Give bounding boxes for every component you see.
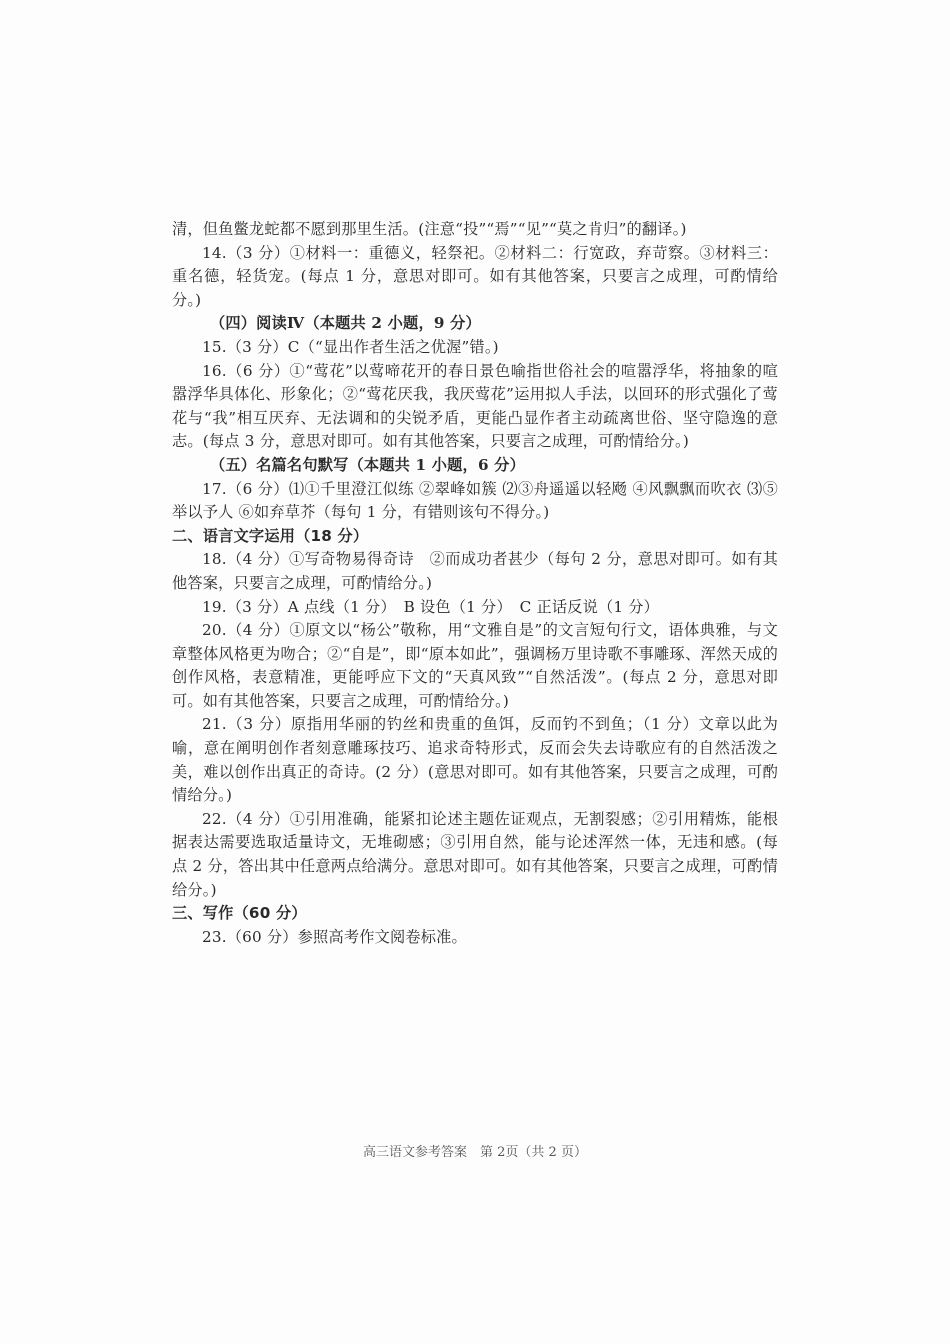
line-continuation: 清，但鱼鳖龙蛇都不愿到那里生活。(注意“投”“焉”“见”“莫之肯归”的翻译。) [172,220,687,238]
answer-14: 14.（3 分）①材料一：重德义，轻祭祀。②材料二：行宽政，弃苛察。③材料三：重名德，轻货宠。(每点 1 分，意思对即可。如有其他答案，只要言之成理，可酌情给分。) [172,243,778,309]
answer-23: 23.（60 分）参照高考作文阅卷标准。 [202,927,467,946]
answer-19: 19.（3 分）A 点线（1 分） B 设色（1 分） C 正话反说（1 分） [202,597,660,616]
section-heading-dictation: （五）名篇名句默写（本题共 1 小题，6 分） [210,455,525,474]
section-heading-writing: 三、写作（60 分） [172,904,307,923]
answer-key-body [172,218,778,949]
section-heading-reading-4: （四）阅读Ⅳ（本题共 2 小题，9 分） [210,314,481,333]
answer-22: 22.（4 分）①引用准确，能紧扣论述主题佐证观点，无割裂感；②引用精炼，能根据表达需要选取适量诗文，无堆砌感；③引用自然，能与论述浑然一体，无违和感。(每点 2 分，答出其中任意两点给满分。意思对即可。如有其他答案，只要言之成理，可酌情给分。) [172,809,778,899]
answer-21: 21.（3 分）原指用华丽的钓丝和贵重的鱼饵，反而钓不到鱼；（1 分）文章以此为喻，意在阐明创作者刻意雕琢技巧、追求奇特形式，反而会失去诗歌应有的自然活泼之美，难以创作出真正的奇诗。(2 分）(意思对即可。如有其他答案，只要言之成理，可酌情给分。) [172,715,778,805]
answer-16: 16.（6 分）①“莺花”以莺啼花开的春日景色喻指世俗社会的喧嚣浮华，将抽象的喧嚣浮华具体化、形象化；②“莺花厌我，我厌莺花”运用拟人手法，以回环的形式强化了莺花与“我”相互厌弃、无法调和的尖锐矛盾，更能凸显作者主动疏离世俗、坚守隐逸的意志。(每点 3 分，意思对即可。如有其他答案，只要言之成理，可酌情给分。) [172,361,778,451]
answer-17: 17.（6 分）⑴①千里澄江似练 ②翠峰如簇 ⑵③舟遥遥以轻飏 ④风飘飘而吹衣 ⑶⑤举以予人 ⑥如弃草芥（每句 1 分，有错则该句不得分。) [172,479,778,522]
page-footer: 高三语文参考答案 第 2页（共 2 页） [363,1145,587,1160]
answer-20: 20.（4 分）①原文以“杨公”敬称，用“文雅自是”的文言短句行文，语体典雅，与文章整体风格更为吻合；②“自是”，即“原本如此”，强调杨万里诗歌不事雕琢、浑然天成的创作风格，表意精准，更能呼应下文的“天真风致”“自然活泼”。(每点 2 分，意思对即可。如有其他答案，只要言之成理，可酌情给分。) [172,621,778,710]
answer-18: 18.（4 分）①写奇物易得奇诗 ②而成功者甚少（每句 2 分，意思对即可。如有其他答案，只要言之成理，可酌情给分。) [172,550,778,592]
section-heading-language-use: 二、语言文字运用（18 分） [172,526,369,545]
answer-15: 15.（3 分）C（“显出作者生活之优渥”错。) [202,337,499,356]
